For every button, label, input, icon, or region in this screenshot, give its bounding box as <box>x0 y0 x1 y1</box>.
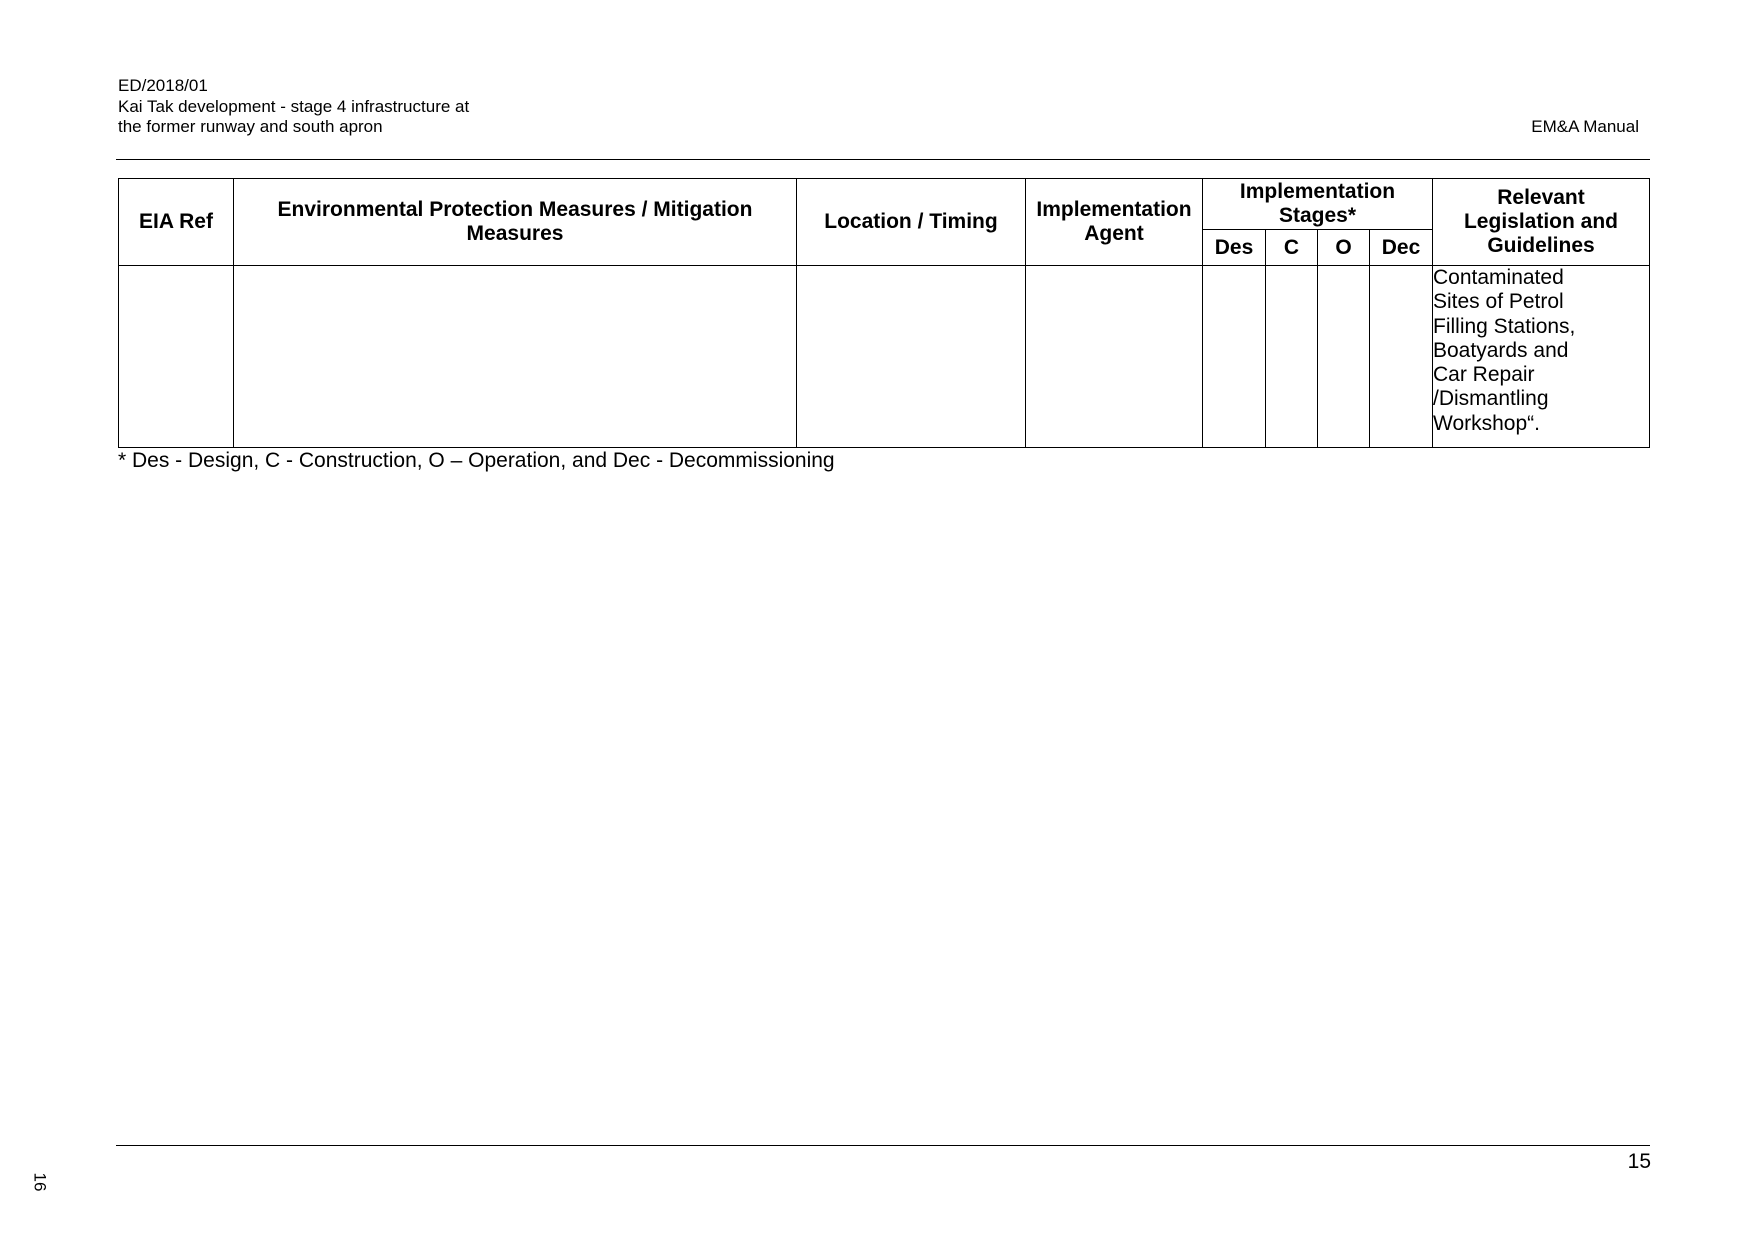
page-number: 15 <box>1627 1150 1651 1173</box>
stages-footnote: * Des - Design, C - Construction, O – Operation, and Dec - Decommissioning <box>118 449 835 472</box>
cell-legislation: Contaminated Sites of Petrol Filling Stations, Boatyards and Car Repair /Dismantling Workshop“. <box>1433 266 1650 448</box>
cell-eia-ref <box>119 266 234 448</box>
table-header-row <box>119 179 1650 230</box>
cell-stage-dec <box>1370 266 1433 448</box>
column-header-legislation: Relevant Legislation and Guidelines <box>1433 179 1650 266</box>
project-title-line-1: Kai Tak development - stage 4 infrastructure at <box>118 96 470 116</box>
table-row <box>119 266 1650 448</box>
document-reference: ED/2018/01 <box>118 76 208 95</box>
document-header <box>118 76 469 138</box>
cell-stage-c <box>1266 266 1318 448</box>
project-title-line-2: the former runway and south apron <box>118 117 383 136</box>
cell-stage-des <box>1203 266 1266 448</box>
cell-stage-o <box>1318 266 1370 448</box>
column-header-location-timing: Location / Timing <box>797 179 1026 266</box>
stage-header-des: Des <box>1203 230 1266 266</box>
column-header-implementation-agent: Implementation Agent <box>1026 179 1203 266</box>
manual-title: EM&A Manual <box>1531 117 1639 136</box>
cell-location-timing <box>797 266 1026 448</box>
header-rule <box>116 159 1650 160</box>
footer-rule <box>116 1145 1650 1146</box>
side-page-number: 16 <box>30 1172 50 1192</box>
cell-implementation-agent <box>1026 266 1203 448</box>
cell-measures <box>234 266 797 448</box>
stage-header-c: C <box>1266 230 1318 266</box>
mitigation-measures-table <box>118 178 1650 448</box>
stage-header-o: O <box>1318 230 1370 266</box>
column-header-measures: Environmental Protection Measures / Mitigation Measures <box>234 179 797 266</box>
column-header-implementation-stages: Implementation Stages* <box>1203 179 1433 230</box>
column-header-eia-ref: EIA Ref <box>119 179 234 266</box>
stage-header-dec: Dec <box>1370 230 1433 266</box>
